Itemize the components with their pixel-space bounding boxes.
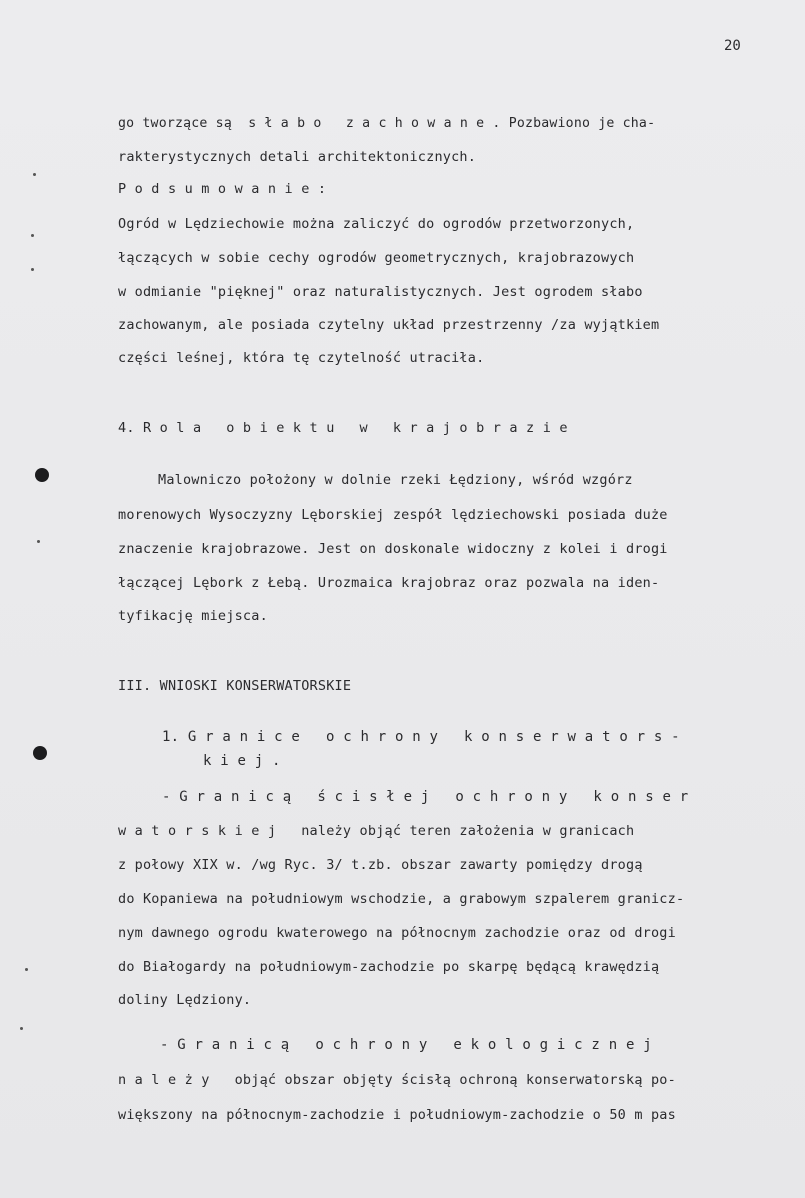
subsection-heading: k i e j . [203,753,281,769]
margin-dot [20,1027,23,1030]
text-line: n a l e ż y objąć obszar objęty ścisłą ochroną konserwatorską po- [118,1072,676,1088]
text-line: morenowych Wysoczyzny Lęborskiej zespół lędziechowski posiada duże [118,507,668,523]
text-line: Ogród w Lędziechowie można zaliczyć do ogrodów przetworzonych, [118,216,635,232]
text-line: Malowniczo położony w dolnie rzeki Łędziony, wśród wzgórz [158,472,633,488]
text-line: znaczenie krajobrazowe. Jest on doskonale widoczny z kolei i drogi [118,541,668,557]
margin-dot [25,968,28,971]
text-line: w a t o r s k i e j należy objąć teren założenia w granicach [118,823,635,839]
chapter-heading: III. WNIOSKI KONSERWATORSKIE [118,678,352,694]
page-number: 20 [724,38,741,54]
section-heading: 4. R o l a o b i e k t u w k r a j o b r a z i e [118,420,568,436]
text-line: do Kopaniewa na południowym wschodzie, a grabowym szpalerem granicz- [118,891,685,907]
margin-dot [33,173,36,176]
subsection-heading: 1. G r a n i c e o c h r o n y k o n s e r w a t o r s - [162,729,680,745]
margin-dot [37,540,40,543]
text-line: do Białogardy na południowym-zachodzie po skarpę będącą krawędzią [118,959,660,975]
text-line: - G r a n i c ą ś c i s ł e j o c h r o n y k o n s e r [162,789,689,805]
text-line: części leśnej, która tę czytelność utraciła. [118,350,485,366]
text-line: zachowanym, ale posiada czytelny układ przestrzenny /za wyjątkiem [118,317,660,333]
text-line: z połowy XIX w. /wg Ryc. 3/ t.zb. obszar zawarty pomiędzy drogą [118,857,643,873]
punch-hole [35,468,49,482]
section-heading: P o d s u m o w a n i e : [118,181,327,197]
text-line: go tworzące są s ł a b o z a c h o w a n e . Pozbawiono je cha- [118,116,656,131]
text-line: doliny Lędziony. [118,992,252,1008]
text-line: większony na północnym-zachodzie i południowym-zachodzie o 50 m pas [118,1107,676,1123]
text-line: łączącej Lębork z Łebą. Urozmaica krajobraz oraz pozwala na iden- [118,575,660,591]
text-line: - G r a n i c ą o c h r o n y e k o l o g i c z n e j [160,1037,652,1053]
text-line: łączących w sobie cechy ogrodów geometrycznych, krajobrazowych [118,250,635,266]
text-line: tyfikację miejsca. [118,608,268,624]
text-line: rakterystycznych detali architektonicznych. [118,149,477,165]
margin-dot [31,234,34,237]
punch-hole [33,746,47,760]
text-line: nym dawnego ogrodu kwaterowego na północnym zachodzie oraz od drogi [118,925,676,941]
margin-dot [31,268,34,271]
text-line: w odmianie "pięknej" oraz naturalistycznych. Jest ogrodem słabo [118,284,643,300]
